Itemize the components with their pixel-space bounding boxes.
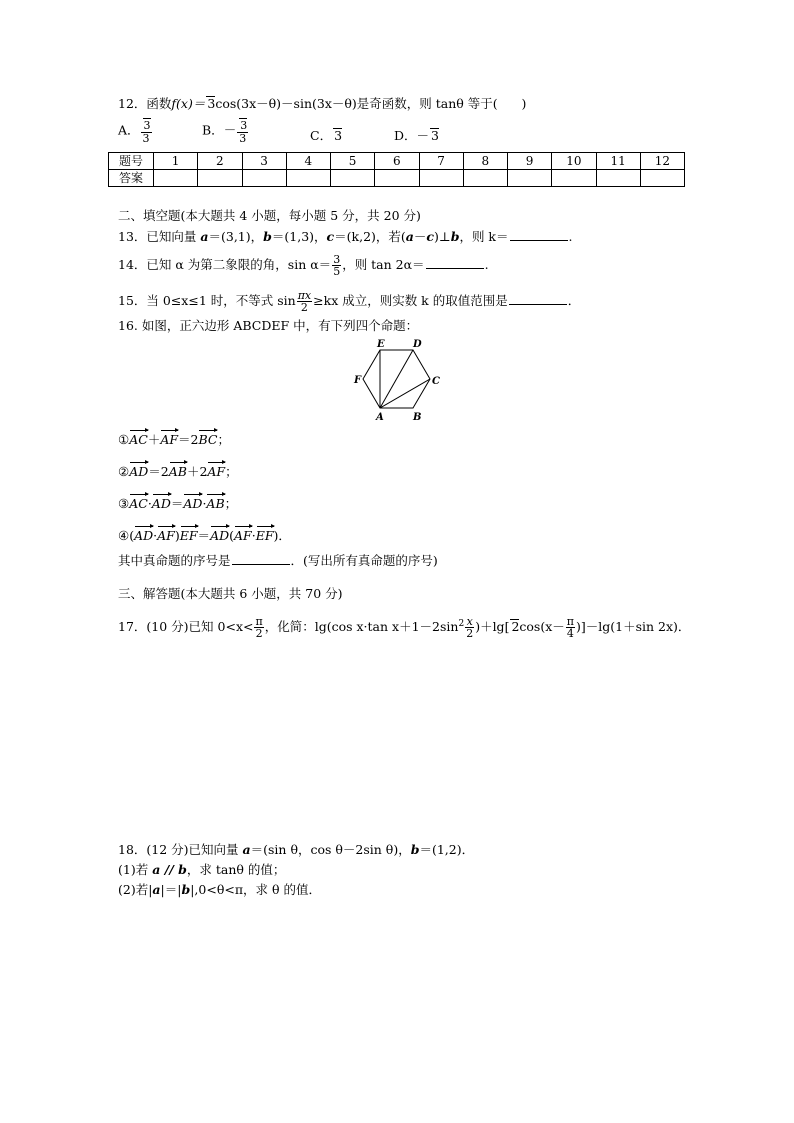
section3-title: 三、解答题(本大题共 6 小题，共 70 分) <box>118 586 343 601</box>
answer-table-answer-row <box>109 170 685 187</box>
q14-answer-blank[interactable] <box>426 256 484 269</box>
q12-option-a[interactable]: A． $\frac{3}{3}$ <box>118 119 151 145</box>
vertex-label-a: A <box>376 412 384 423</box>
q12-option-b[interactable]: B．－ $\frac{3}{3}$ <box>202 119 248 145</box>
q16-stem: 16. 如图，正六边形 ABCDEF 中，有下列四个命题： <box>118 318 419 333</box>
vertex-label-d: D <box>413 339 422 350</box>
answer-cell[interactable] <box>552 170 596 187</box>
answer-cell[interactable] <box>463 170 507 187</box>
proposition-1: ①AC＋AF＝2BC； <box>118 432 230 447</box>
vertex-label-b: B <box>413 412 422 423</box>
q18-part1: (1)若 a // b，求 tanθ 的值； <box>118 862 286 877</box>
answer-table <box>108 152 685 187</box>
answer-cell[interactable] <box>640 170 684 187</box>
table-number-cell: 5 <box>331 153 375 170</box>
q12-option-d[interactable]: D．－ 3 <box>394 128 439 143</box>
answer-cell[interactable] <box>419 170 463 187</box>
table-number-cell: 3 <box>242 153 286 170</box>
q14: 14．已知 α 为第二象限的角，sin α＝ $\frac{3}{5}$ ，则 tan 2α＝ . <box>118 253 489 278</box>
table-number-cell: 6 <box>375 153 419 170</box>
section2-title: 二、填空题(本大题共 4 小题，每小题 5 分，共 20 分) <box>118 208 421 223</box>
table-number-cell: 4 <box>286 153 330 170</box>
answer-cell[interactable] <box>242 170 286 187</box>
hexagon-figure <box>346 336 456 426</box>
table-number-cell: 1 <box>154 153 198 170</box>
table-number-cell: 10 <box>552 153 596 170</box>
q13: 13．已知向量 a＝(3,1)，b＝(1,3)，c＝(k,2)，若(a－c)⊥b，则 k＝ . <box>118 229 573 244</box>
q13-answer-blank[interactable] <box>510 228 568 241</box>
answer-cell[interactable] <box>286 170 330 187</box>
table-number-cell: 11 <box>596 153 640 170</box>
q18-stem: 18．(12 分)已知向量 a＝(sin θ，cos θ－2sin θ)，b＝(1,2)． <box>118 842 475 857</box>
vertex-label-f: F <box>354 375 362 386</box>
table-number-cell: 12 <box>640 153 684 170</box>
q15-answer-blank[interactable] <box>509 292 567 305</box>
answer-cell[interactable] <box>198 170 242 187</box>
proposition-4: ④(AD·AF)EF＝AD(AF·EF)． <box>118 528 291 543</box>
diagonal-ad <box>380 350 413 408</box>
vertex-label-c: C <box>432 376 440 387</box>
q15: 15．当 0≤x≤1 时，不等式 sin $\frac{\pi x}{2}$ ≥kx 成立，则实数 k 的取值范围是 ． <box>118 289 581 314</box>
answer-cell[interactable] <box>154 170 198 187</box>
q12-option-c[interactable]: C． 3 <box>310 128 343 143</box>
answer-cell[interactable] <box>331 170 375 187</box>
table-number-cell: 8 <box>463 153 507 170</box>
answer-cell[interactable] <box>596 170 640 187</box>
table-number-cell: 2 <box>198 153 242 170</box>
proposition-3: ③AC·AD＝AD·AB； <box>118 496 238 511</box>
q17: 17．(10 分)已知 0<x< $\frac{\pi}{2}$ ，化简：lg(cos x·tan $x+1-2\sin^2$ $\frac{x}{2}$ )＋lg[ 2cos(x－ $\frac{\pi}{4}$ )]－lg(1＋sin 2x)． <box>118 615 691 641</box>
q16-tail: 其中真命题的序号是 ．(写出所有真命题的序号) <box>118 553 438 568</box>
q18-part2: (2)若|a|＝|b|,0<θ<π，求 θ 的值． <box>118 882 322 897</box>
table-header-number: 题号 <box>109 153 154 170</box>
q12-stem: 12．函数f(x)＝ 3cos(3x－θ)－sin(3x－θ)是奇函数，则 tanθ 等于( ) <box>118 96 527 111</box>
answer-table-number-row <box>109 153 685 170</box>
table-header-answer: 答案 <box>109 170 154 187</box>
diagonal-ac <box>380 379 430 408</box>
table-number-cell: 9 <box>508 153 552 170</box>
vertex-label-e: E <box>377 339 385 350</box>
q16-answer-blank[interactable] <box>232 552 290 565</box>
answer-cell[interactable] <box>375 170 419 187</box>
table-number-cell: 7 <box>419 153 463 170</box>
proposition-2: ②AD＝2AB＋2AF； <box>118 464 238 479</box>
answer-cell[interactable] <box>508 170 552 187</box>
